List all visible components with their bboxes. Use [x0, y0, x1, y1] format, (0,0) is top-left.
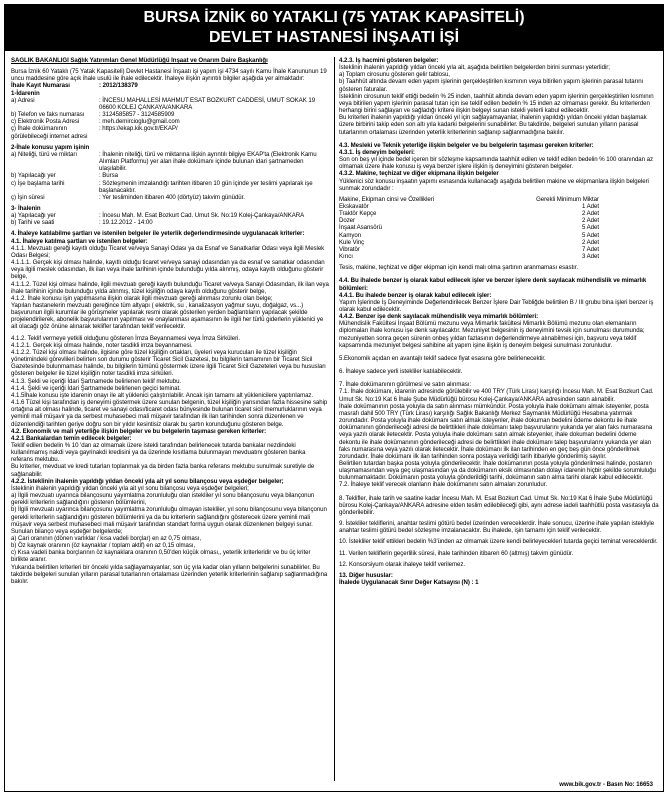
equipment-qty: 2 Adet — [582, 210, 599, 218]
equipment-name: Ekskavatör — [339, 202, 369, 210]
business-volume-paragraph: İsteklinin ihalenin yapıldığı yıldan önceki yıla ait, aşağıda belirtilen belgelerden birini sunması yeterlidir; — [339, 64, 610, 72]
work-info-row — [11, 151, 329, 172]
admin-info-row — [11, 118, 329, 125]
similar-work-section — [339, 277, 659, 349]
section-4-paragraph: a) Cari oranının (dönen varlıklar / kısa vadeli borçlar) en az 0,75 olması, — [11, 535, 201, 542]
competence-paragraph: 4.3.1. İş deneyim belgeleri: — [339, 148, 415, 156]
business-volume-paragraph: b) Taahhüt altında devam eden yapım işlerinin gerçekleştirilen kısmının veya bitirilen yapım işlerinin parasal tutarını gösteren faturalar. — [339, 78, 644, 93]
section-3-rows — [11, 212, 329, 226]
section-4-paragraph: 4.2. Ekonomik ve mali yeterliğe ilişkin belgeler ve bu belgelerin taşıması gereken kriterler: — [11, 427, 267, 435]
work-info-value: : Sözleşmenin imzalandığı tarihten itibaren 10 gün içinde yer teslimi yapılarak işe başlanacaktır. — [99, 179, 313, 194]
section-1-rows — [11, 97, 329, 140]
equipment-qty: 5 Adet — [582, 231, 599, 239]
work-info-label: ç) İşin süresi — [11, 193, 45, 201]
equipment-qty: 2 Adet — [582, 238, 599, 246]
competence-paragraph: 4.3. Mesleki ve Teknik yeterliğe ilişkin belgeler ve bu belgelerin taşıması gereken kriterler: — [339, 141, 594, 149]
section-4-paragraph: Sunulan bilanço veya eşdeğer belgelerde; — [11, 527, 123, 535]
admin-info-value: : 3124585857 - 3124585909 — [99, 111, 175, 119]
section-4-paragraph: İsteklinin ihalenin yapıldığı yıldan önceki yıla ait yıl sonu bilançosu veya eşdeğer belgeleri; — [11, 484, 249, 492]
work-info-label: c) İşe başlama tarihi — [11, 179, 65, 187]
announcement-title — [5, 5, 663, 51]
work-info-row — [11, 180, 329, 194]
competence-paragraph: Yüklenici söz konusu inşaatın yapımı esnasında kullanacağı aşağıda belirtilen makine ve ekipmanlara ilişkin belgeleri sunmak zorundadır : — [339, 177, 649, 192]
section-7-paragraph: 7.2. İhaleye teklif verecek olanların ihale dokümanını satın almaları zorunludur. — [339, 481, 547, 489]
equipment-row — [339, 224, 599, 231]
footer-credit: www.bik.gov.tr - Basın No: 16653 — [559, 782, 653, 788]
ikn-value: : 2012/138379 — [99, 82, 138, 90]
equipment-header-qty: Gerekli Minimum Miktar — [536, 195, 599, 203]
similar-work-paragraph: 4.4.1. Bu ihalede benzer iş olarak kabul edilecek işler: — [339, 291, 492, 299]
similar-work-paragraph: Mühendislik Fakültesi İnşaat Bölümü mezunu veya Mimarlık fakültesi Mimarlık Bölümü mezunu olan elemanların diplomaları ihale konusu işe denk sayılacaktır. Mezuniyet belgesinin iş deneyimini tevsik için sunulması durumunda; mezuniyetten sonra geçen sürenin onbeş yıldan fazlasının değerlendirmeye alınabilmesi için, başvuru veya teklif kapsamında mezuniyet belgesi sahibine ait yapım işine ilişkin iş deneyim belgesi sunulması zorunludur. — [339, 320, 645, 349]
work-info-row — [11, 194, 329, 201]
section-6: 6. İhaleye sadece yerli istekliler katılabilecektir. — [339, 368, 463, 376]
authority-heading: SAĞLIK BAKANLIĞI Sağlık Yatırımları Genel Müdürlüğü İnşaat ve Onarım Daire Başkanlığı — [11, 57, 268, 64]
equipment-header-name: Makine, Ekipman cinsi ve Özellikleri — [339, 195, 435, 203]
section-4-paragraph: b) Öz kaynak oranının (öz kaynaklar / toplam aktif) en az 0,15 olması, — [11, 542, 196, 550]
tender-info-label: b) Tarihi ve saati — [11, 219, 55, 227]
equipment-row — [339, 203, 599, 210]
title-line-1: BURSA İZNİK 60 YATAKLI (75 YATAK KAPASİTELİ) — [143, 9, 525, 26]
section-12: 12. Konsorsiyum olarak ihaleye teklif verilemez. — [339, 560, 465, 568]
section-4-paragraph: 4.1.2. Teklif vermeye yetkili olduğunu gösteren İmza Beyannamesi veya İmza Sirküleri. — [11, 334, 241, 342]
equipment-header-row — [339, 196, 599, 203]
work-info-value: : Bursa — [99, 172, 118, 180]
section-11: 11. Verilen tekliflerin geçerlilik süresi, ihale tarihinden itibaren 60 (altmış) takvim günüdür. — [339, 549, 574, 557]
ikn-row — [11, 82, 329, 89]
section-9: 9. İstekliler tekliflerini, anahtar teslimi götürü bedel üzerinden vereceklerdir. İhale sonucu, üzerine ihale yapılan istekliyle anahtar teslimi götürü bedel sözleşme imzalanacaktır. Bu ihalede, işin tamamı için teklif verilecektir. — [339, 520, 655, 535]
professional-competence-section — [339, 142, 659, 192]
section-4-paragraph: 4.1.2.1. Gerçek kişi olması halinde, noter tasdikli imza beyannamesi. — [11, 341, 193, 349]
equipment-name: Traktör Kepçe — [339, 210, 377, 218]
section-13-body: İhalede Uygulanacak Sınır Değer Katsayısı (N) : 1 — [339, 579, 479, 586]
equipment-table — [339, 196, 599, 260]
business-volume-section — [339, 57, 659, 136]
section-2-rows — [11, 151, 329, 201]
equipment-row — [339, 217, 599, 224]
section-4-paragraph: 4.1.4. Şekli ve içeriği İdari Şartnamede belirlenen geçici teminat. — [11, 384, 181, 392]
admin-info-value: : İNCESU MAHALLESİ MAHMUT ESAT BOZKURT CADDESİ, UMUT SOKAK 19 06600 KOLEJ ÇANKAYA/ANKARA — [99, 96, 316, 111]
work-info-value: : Yer tesliminden itibaren 400 (dörtyüz) takvim günüdür. — [99, 193, 245, 201]
section-4-paragraph: 4.1.6 Tüzel kişi tarafından iş deneyimi göstermek üzere sunulan belgenin, tüzel kişiliğin yarısından fazla hissesine sahip ortağına ait olması halinde, ticaret ve sanayi odası/ticaret odası bünyesinde bulunan ticaret sicil memurluklarının veya yeminli mali müşavir ya da serbest muhasebeci mali müşavir tarafından ilk ilan tarihinden sonra düzenlenen ve düzenlendiği tarihten geriye doğru son bir yıldır kesintisiz olarak bu şartın korunduğunu gösteren belge. — [11, 399, 328, 428]
tender-info-label: a) Yapılacağı yer — [11, 212, 56, 220]
section-7-paragraph: Belirtilen tutardan başka posta yoluyla gönderilecektir. İhale dokümanının posta yoluyla gönderilmesi halinde, postanın ulaşmamasından veya geç ulaşmasından ya da dokümanın eksik olmasından dolayı idarenin hiçbir şekilde sorumluluğu bulunmamaktadır. Dokümanın posta yoluyla gönderildiği tarihi, dokümanın satın alma tarihi olarak kabul edilecektir. — [339, 459, 656, 482]
admin-info-value: : https://ekap.kik.gov.tr/EKAP/ — [99, 125, 178, 133]
equipment-name: Vibratör — [339, 245, 360, 253]
admin-info-row — [11, 97, 329, 111]
similar-work-paragraph: 4.4.2. Benzer işe denk sayılacak mühendislik veya mimarlık bölümleri: — [339, 313, 539, 321]
equipment-row — [339, 210, 599, 217]
equipment-row — [339, 232, 599, 239]
tender-info-value: : İncesu Mah. M. Esat Bozkurt Cad. Umut Sk. No:19 Kolej-Çankaya/ANKARA — [99, 212, 305, 220]
column-divider — [334, 57, 335, 781]
section-4-paragraph: a) İlgili mevzuatı uyarınca bilançosunu yayımlatma zorunluluğu olan istekliler yıl sonu bilançosunu veya bilançonun gerekli kriterlerin sağlandığını gösteren bölümlerini, — [11, 492, 315, 507]
competence-paragraph: 4.3.2. Makine, teçhizat ve diğer ekipmana ilişkin belgeler — [339, 170, 499, 178]
work-info-value: : İhalenin niteliği, türü ve miktarına ilişkin ayrıntılı bilgiye EKAP'ta (Elektronik Kamu Alımları Platformu) yer alan ihale dokümanı içinde bulunan idari şartnameden ulaşılabilir. — [99, 150, 317, 173]
right-column — [339, 57, 659, 779]
equipment-row — [339, 253, 599, 260]
section-4-paragraph: 4.1.1.2. Tüzel kişi olması halinde, ilgili mevzuatı gereği kayıtlı bulunduğu Ticaret ve/veya Sanayi Odasından, ilk ilan veya ihale tarihinin içinde bulunduğu yılda alınmış, tüzel kişiliğin odaya kayıtlı olduğunu gösterir belge, — [11, 280, 329, 295]
admin-info-value: : meh.demircioglu@gmail.com — [99, 118, 180, 126]
admin-info-row — [11, 125, 329, 139]
section-5: 5.Ekonomik açıdan en avantajlı teklif sadece fiyat esasına göre belirlenecektir. — [339, 354, 546, 362]
similar-work-paragraph: Yapım İşlerinde İş Deneyiminde Değerlendirilecek Benzer İşlere Dair Tebliğde belirtilen B / III grubu bina işleri benzer iş olarak kabul edilecektir. — [339, 298, 654, 313]
tender-info-row — [11, 212, 329, 219]
business-volume-paragraph: İsteklinin cirosunun teklif ettiği bedelin % 25 inden, taahhüt altında devam eden yapım işlerinin gerçekleştirilen kısmının veya bitirilen yapım işlerinin parasal tutarı için ise teklif edilen bedelin % 15 inden az olmaması gerekir. Bu kriterlerden herhangi birini sağlayan ve sağladığı kritere ilişkin belgeyi sunan istekli yeterli kabul edilecektir. — [339, 92, 654, 115]
section-4-paragraph: 4.1.2.2. Tüzel kişi olması halinde, ilgisine göre tüzel kişiliğin ortakları, üyeleri veya kurucuları ile tüzel kişiliğin yönetimindeki görevlileri belirten son durumu gösterir Ticaret Sicil Gazetesi, bu bilgilerin tamamının bir Ticaret Sicil Gazetesinde bulunmaması halinde, bu bilgilerin tümünü göstermek üzere ilgili Ticaret Sicil Gazeteleri veya bu hususları gösteren belgeler ile tüzel kişiliğin noter tasdikli imza sirküleri. — [11, 348, 326, 378]
business-volume-paragraph: a) Toplam cirosunu gösteren gelir tablosu, — [339, 71, 450, 79]
announcement-page — [4, 4, 664, 792]
left-column — [11, 57, 329, 779]
section-13-title: 13. Diğer hususlar: — [339, 571, 393, 579]
competence-paragraph: Son on beş yıl içinde bedel içeren bir sözleşme kapsamında taahhüt edilen ve teklif edilen bedelin % 100 oranından az olmamak üzere ihale konusu iş veya benzer işlere ilişkin iş deneyimini gösteren belgeler. — [339, 156, 653, 171]
section-7 — [339, 381, 659, 488]
section-7-paragraph: İhale dokümanının posta yoluyla da satın alınması mümkündür. Posta yoluyla ihale dokümanı almak isteyenler, posta masrafı dahil 500 TRY (Türk Lirası) karşılığı Sağlık Bakanlığı Merkez Saymanlık Müdürlüğü Hesabına yatırmak zorundadır. Posta yoluyla ihale dokümanı satın almak isteyenler, ihale dokuman bedelini ödeme dekontu ile ihale dokümanının gönderileceği adresi de belirttikleri ihale dokümanı talep başvurularını yukarıda yer alan faks numarasına veya yazılı olarak iletecektir. Posta yoluyla ihale dokümanı satın almak isteyenler, ihale dokuman bedelini ödeme dekontu ile ihale dokümanının gönderileceği adresi de belirttikleri ihale dokümanı talep başvurularını yukarıda yer alan faks numarasına veya yazılı olarak iletecektir. İhale dokümanı ilk ilan tarihinden en geç beş gün önce gönderilmek zorundadır. İhale dokümanı ilk ilan tarihinden sonra postaya verildiği tarih itibariyle gönderilmiş sayılır. — [339, 402, 653, 460]
section-2-title: 2-İhale konusu yapım işinin — [11, 143, 90, 151]
section-4-paragraphs — [11, 238, 329, 586]
equipment-qty: 5 Adet — [582, 224, 599, 232]
title-line-2: DEVLET HASTANESİ İNŞAATI İŞİ — [208, 29, 460, 46]
section-4-paragraph: 4.1.2. İhale konusu işin yapılmasına ilişkin olarak ilgili mevzuatı gereği alınması zorunlu olan belge; — [11, 294, 273, 302]
section-10: 10. İstekliler teklif ettikleri bedelin %3'ünden az olmamak üzere kendi belirleyecekleri tutarda geçici teminat vereceklerdir. — [339, 538, 658, 546]
section-4-paragraph: 4.2.2. İsteklinin ihalenin yapıldığı yıldan önceki yıla ait yıl sonu bilançosu veya eşdeğer belgeler; — [11, 477, 284, 485]
equipment-name: Kule Vinç — [339, 238, 365, 246]
equipment-note: Tesis, makine, teçhizat ve diğer ekipman için kendi malı olma şartının aranmaması esastır. — [339, 264, 579, 272]
section-4-paragraph: Teklif edilen bedelin % 10 'dan az olmamak üzere istekli tarafından belirlenecek tutarda bankalar nezdindeki kullanılmamış nakdi veya gayrinakdi kredisini ya da üzerinde kısıtlama bulunmayan mevduatını gösteren banka referans mektubu. — [11, 441, 306, 464]
tender-info-value: : 19.12.2012 - 14:00 — [99, 219, 153, 227]
section-1-title: 1-İdarenin — [11, 89, 40, 97]
section-7-paragraph: 7.1. İhale dokümanı, idarenin adresinde görülebilir ve 400 TRY (Türk Lirası) karşılığı İncesu Mah. M. Esat Bozkurt Cad. Umut Sk. No:19 Kat 6 İhale Şube Müdürlüğü bürosu Kolej-Çankaya/ANKARA adresinden satın alınabilir. — [339, 388, 654, 403]
equipment-qty: 1 Adet — [582, 202, 599, 210]
equipment-name: Kırıcı — [339, 253, 353, 261]
equipment-qty: 7 Adet — [582, 245, 599, 253]
admin-info-label: c) Elektronik Posta Adresi — [11, 118, 80, 126]
section-4-paragraph: 4.1.5İhale konusu işte idarenin onayı ile alt yüklenici çalıştırılabilir. Ancak işin tamamı alt yüklenicilere yaptırılamaz. — [11, 391, 314, 399]
equipment-row — [339, 246, 599, 253]
work-info-label: b) Yapılacağı yer — [11, 172, 56, 180]
intro-paragraph: Bursa İznik 60 Yataklı (75 Yatak Kapasiteli) Devlet Hastanesi İnşaatı işi yapım işi 4734 sayılı Kamu İhale Kanununun 19 uncu maddesine göre açık ihale usulü ile ihale edilecektir. İhaleye ilişkin ayrıntılı bilgiler aşağıda yer almaktadır: — [11, 68, 327, 83]
section-4-paragraph: 4.1.3. Şekli ve içeriği İdari Şartnamede belirlenen teklif mektubu. — [11, 377, 182, 385]
section-7-paragraph: 7. İhale dokümanının görülmesi ve satın alınması: — [339, 381, 472, 389]
tender-info-row — [11, 219, 329, 226]
equipment-name: Kamyon — [339, 231, 362, 239]
section-4-paragraph: 4.1. İhaleye katılma şartları ve istenilen belgeler: — [11, 237, 148, 245]
equipment-row — [339, 239, 599, 246]
ikn-label: İhale Kayıt Numarası — [11, 82, 70, 90]
equipment-qty: 2 Adet — [582, 217, 599, 225]
work-info-label: a) Niteliği, türü ve miktarı — [11, 150, 77, 158]
section-4-paragraph: Yukarıda belirtilen kriterleri bir önceki yılda sağlayamayanlar, son üç yıla kadar olan yılların belgelerini sunabilirler. Bu takdirde belgeleri sunulan yılların parasal tutarlarının ortalaması üzerinden yeterlik kriterlerinin sağlanıp sağlanmadığına bakılır. — [11, 563, 328, 585]
section-4-paragraph: 4.1.1. Mevzuatı gereği kayıtlı olduğu Ticaret ve/veya Sanayi Odası ya da Esnaf ve Sanatkarlar Odası veya ilgili Meslek Odası Belgesi; — [11, 244, 325, 259]
equipment-name: Dozer — [339, 217, 356, 225]
section-3-title: 3- İhalenin — [11, 204, 41, 212]
equipment-name: İnşaat Asansörü — [339, 224, 382, 232]
similar-work-paragraph: 4.4. Bu ihalede benzer iş olarak kabul edilecek işler ve benzer işlere denk sayılacak mühendislik ve mimarlık bölümleri: — [339, 277, 647, 292]
admin-info-label: a) Adresi — [11, 96, 35, 104]
equipment-qty: 3 Adet — [582, 253, 599, 261]
section-4-paragraph: c) Kısa vadeli banka borçlarının öz kaynaklara oranının 0,50'den küçük olması,, yeterlik kriterleridir ve bu üç kriter birlikte aranır. — [11, 549, 311, 564]
admin-info-row — [11, 111, 329, 118]
section-4-title: 4. İhaleye katılabilme şartları ve istenilen belgeler ile yeterlik değerlendirmesinde uygulanacak kriterler: — [11, 230, 305, 238]
section-8: 8. Teklifler, ihale tarih ve saatine kadar İncesu Mah. M. Esat Bozkurt Cad. Umut Sk. No:19 Kat 6 İhale Şube Müdürlüğü bürosu Kolej-Çankaya/ANKARA adresine elden teslim edilebileceği gibi, aynı adrese iadeli taahhütlü posta vasıtasıyla da gönderilebilir. — [339, 494, 659, 516]
admin-info-label: ç) İhale dokümanının görülebileceği internet adresi — [11, 125, 88, 140]
business-volume-paragraph: Bu kriterleri ihalenin yapıldığı yıldan önceki yıl için sağlayamayanlar, ihalenin yapıldığı yıldan önceki yıldan başlamak üzere birbirini takip eden son altı yıla kadarki belgelerini sunabilirler. Bu takdirde, belgeleri sunulan yılların parasal tutarlarının ortalaması üzerinden yeterlik kriterlerinin sağlanıp sağlanmadığına bakılır. — [339, 114, 647, 136]
section-4-paragraph: Bu kriterler, mevduat ve kredi tutarları toplanmak ya da birden fazla banka referans mektubu sunulmak suretiyle de sağlanabilir. — [11, 463, 315, 478]
business-volume-paragraph: 4.2.3. İş hacmini gösteren belgeler: — [339, 57, 439, 64]
section-4-paragraph: b) İlgili mevzuatı uyarınca bilançosunu yayımlatma zorunluluğu olmayan istekliler, yıl sonu bilançosunu veya bilançonun gerekli kriterlerin sağlandığını gösteren bölümlerini ya da bu kriterlerin sağlandığını gösterecek üzere yeminli mali müşavir veya serbest muhasebeci mali müşavir tarafından standart forma uygun olarak düzenlenen belgeyi sunar. — [11, 506, 327, 528]
admin-info-label: b) Telefon ve faks numarası — [11, 111, 85, 119]
section-4-paragraph: Yapılan hastanelerin mevzuatı gereğince tüm altyapı ( elektrik, su , kanalizasyon yağmur suyu, doğalgaz, vs...) başvurunun ilgili kurumlar ile görüşmeler yapılarak resmi olarak gösterilen yerden bağlantıların yapılacak şekilde projelendirilerek, abonelik başvurularının yapılması ve onaylanması aşamasının ile ilgili her türlü giderlerin yüklenici ye ait olacağı göz önüne alınarak teklifler tarafından teklif verilecektir. — [11, 302, 324, 331]
section-4-paragraph: 4.1.1.1. Gerçek kişi olması halinde, kayıtlı olduğu ticaret ve/veya sanayi odasından ya da esnaf ve sanatkar odasından veya ilgili meslek odasından, ilk ilan veya ihale tarihinin içinde bulunduğu yılda alınmış, odaya kayıtlı olduğunu gösterir belge, — [11, 259, 325, 281]
work-info-row — [11, 172, 329, 179]
section-4-paragraph: 4.2.1 Bankalardan temin edilecek belgeler: — [11, 434, 132, 442]
